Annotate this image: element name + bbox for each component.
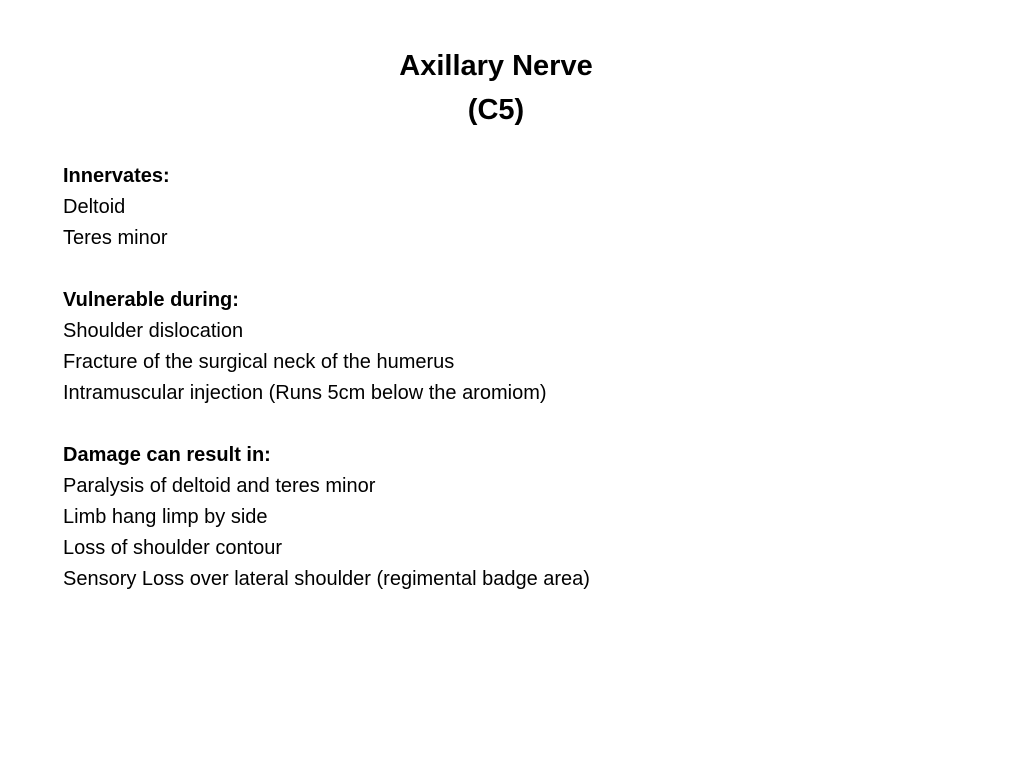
slide-title bbox=[0, 44, 992, 132]
section-line: Limb hang limp by side bbox=[63, 506, 268, 528]
section-heading: Innervates: bbox=[63, 165, 170, 187]
section-line: Intramuscular injection (Runs 5cm below the aromiom) bbox=[63, 382, 547, 404]
section-vulnerable-during bbox=[63, 285, 963, 409]
section-damage-result bbox=[63, 440, 963, 595]
section-innervates bbox=[63, 161, 963, 254]
section-line: Shoulder dislocation bbox=[63, 320, 244, 342]
section-line: Fracture of the surgical neck of the humerus bbox=[63, 351, 455, 373]
section-line: Deltoid bbox=[63, 196, 126, 218]
section-heading: Damage can result in: bbox=[63, 444, 271, 466]
title-line-2: (C5) bbox=[467, 94, 525, 126]
section-heading: Vulnerable during: bbox=[63, 289, 239, 311]
slide-body bbox=[63, 161, 963, 626]
section-line: Teres minor bbox=[63, 227, 168, 249]
title-line-1: Axillary Nerve bbox=[399, 50, 593, 82]
section-line: Paralysis of deltoid and teres minor bbox=[63, 475, 376, 497]
section-line: Sensory Loss over lateral shoulder (regimental badge area) bbox=[63, 568, 590, 590]
section-line: Loss of shoulder contour bbox=[63, 537, 283, 559]
